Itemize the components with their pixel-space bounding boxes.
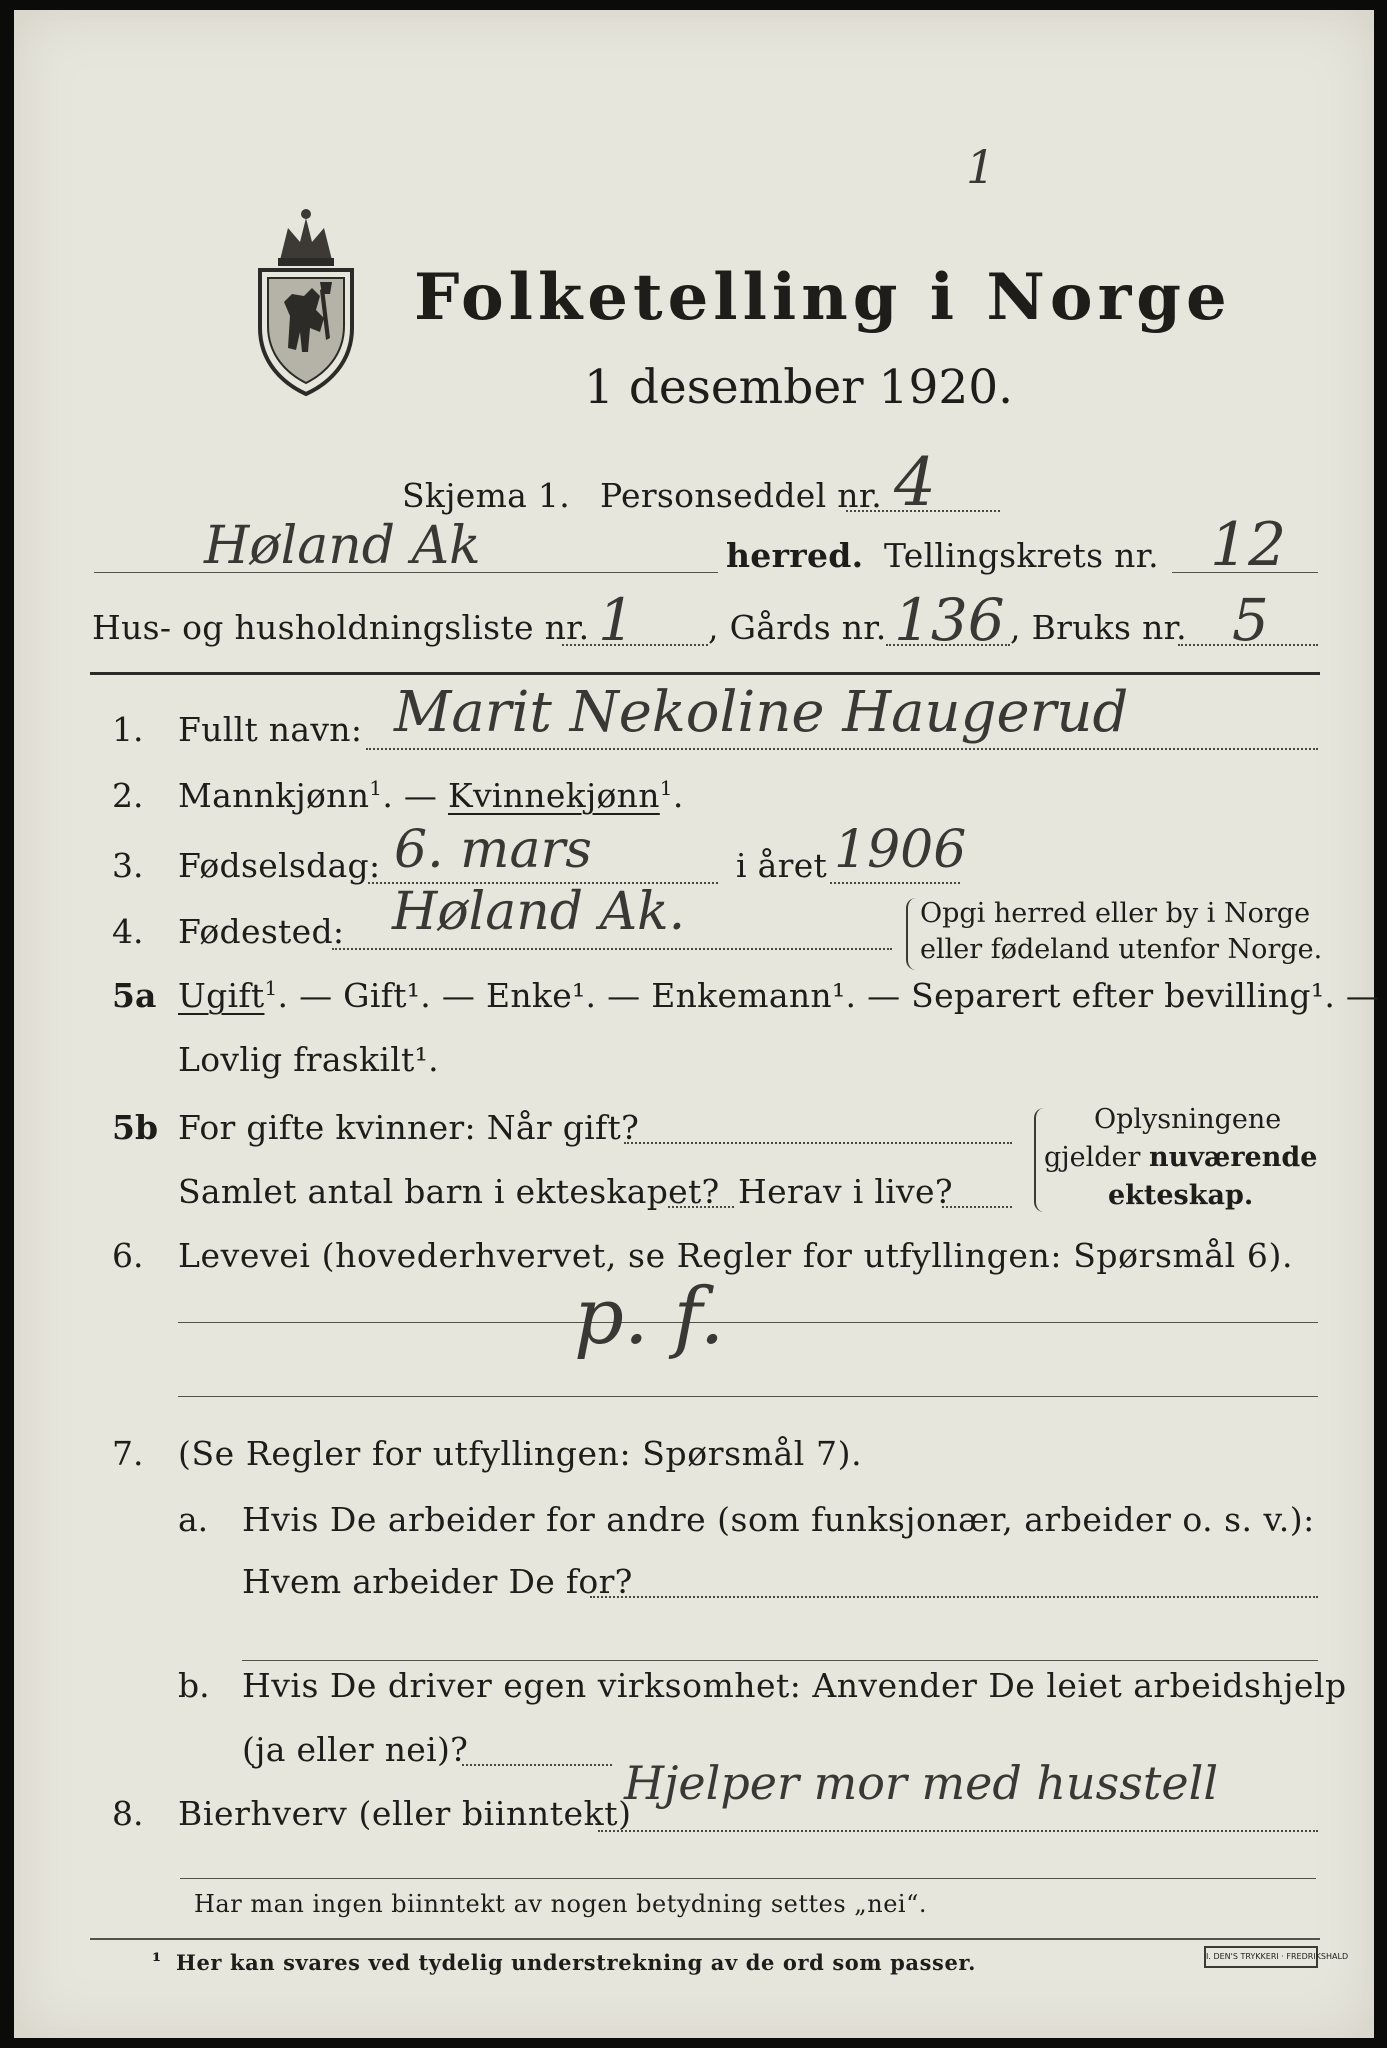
gender-options: Mannkjønn$^1$. — Kvinnekjønn$^1$.	[178, 776, 684, 815]
hus-field-line	[562, 644, 708, 646]
q5a-number: 5a	[112, 976, 157, 1015]
q2-number: 2.	[112, 776, 144, 815]
q4-note-brace	[906, 898, 918, 970]
printer-stamp: I. DEN'S TRYKKERI · FREDRIKSHALD	[1204, 1946, 1318, 1968]
q1-label: Fullt navn:	[178, 710, 363, 749]
occupation-value[interactable]: p. f.	[574, 1272, 725, 1362]
footer-divider	[180, 1878, 1316, 1879]
section-divider	[90, 672, 1320, 675]
gards-value[interactable]: 136	[894, 586, 1005, 654]
alive-field-line	[942, 1206, 1012, 1208]
q6-field-line-2	[178, 1396, 1318, 1397]
q7a-letter: a.	[178, 1500, 209, 1539]
q7b-letter: b.	[178, 1666, 210, 1705]
q3-number: 3.	[112, 846, 144, 885]
q4-note-line2: eller fødeland utenfor Norge.	[920, 934, 1323, 965]
employer-field-line-2	[242, 1660, 1318, 1661]
side-income-field-line	[598, 1830, 1318, 1832]
footnote: Her kan svares ved tydelig understrekning av de ord som passer.	[176, 1950, 977, 1975]
q5b-note-line1: Oplysningene	[1094, 1104, 1282, 1135]
q8-label: Bierhverv (eller biinntekt)	[178, 1794, 632, 1833]
q7a-question: Hvem arbeider De for?	[242, 1562, 633, 1601]
bruks-value[interactable]: 5	[1232, 586, 1269, 654]
q1-number: 1.	[112, 710, 144, 749]
marital-status-options: Ugift$^1$. — Gift¹. — Enke¹. — Enkemann¹. — Separert efter bevilling¹. —	[178, 976, 1380, 1015]
herred-label: herred.	[726, 536, 864, 575]
option-mannkjonn[interactable]: Mannkjønn	[178, 776, 370, 815]
when-married-field-line	[624, 1142, 1012, 1144]
year-value[interactable]: 1906	[834, 820, 967, 880]
corner-mark: 1	[966, 140, 996, 194]
hired-help-field-line	[462, 1764, 612, 1766]
footer-note: Har man ingen biinntekt av nogen betydning settes „nei“.	[194, 1890, 927, 1918]
full-name-value[interactable]: Marit Nekoline Haugerud	[394, 680, 1129, 745]
q5b-note-line2: gjelder nuværende	[1044, 1142, 1318, 1173]
q5b-note-line3: ekteskap.	[1108, 1180, 1254, 1211]
q6-field-line-1	[178, 1322, 1318, 1323]
option-lovlig-fraskilt[interactable]: Lovlig fraskilt¹.	[178, 1040, 439, 1079]
q6-number: 6.	[112, 1236, 144, 1275]
footnote-mark: ¹	[152, 1948, 162, 1973]
q6-label: Levevei (hovederhvervet, se Regler for utfyllingen: Spørsmål 6).	[178, 1236, 1294, 1275]
hus-label: Hus- og husholdningsliste nr.	[92, 608, 590, 647]
year-label: i året	[736, 846, 828, 885]
personseddel-value[interactable]: 4	[894, 444, 936, 521]
q5b-when-married-label: For gifte kvinner: Når gift?	[178, 1108, 640, 1147]
q4-label: Fødested:	[178, 912, 345, 951]
side-income-value[interactable]: Hjelper mor med husstell	[624, 1756, 1219, 1810]
q4-note-line1: Opgi herred eller by i Norge	[920, 898, 1311, 929]
q7a-text: Hvis De arbeider for andre (som funksjonær, arbeider o. s. v.):	[242, 1500, 1315, 1539]
gards-label: , Gårds nr.	[708, 608, 887, 647]
q5b-number: 5b	[112, 1108, 159, 1147]
q7-number: 7.	[112, 1434, 144, 1473]
birthplace-field-line	[332, 948, 892, 950]
census-date: 1 desember 1920.	[584, 360, 1014, 415]
q7-label: (Se Regler for utfyllingen: Spørsmål 7).	[178, 1434, 863, 1473]
q7b-question: (ja eller nei)?	[242, 1730, 469, 1769]
birthplace-value[interactable]: Høland Ak.	[392, 882, 686, 942]
q7b-text: Hvis De driver egen virksomhet: Anvender De leiet arbeidshjelp	[242, 1666, 1347, 1705]
q4-number: 4.	[112, 912, 144, 951]
q1-field-line	[366, 748, 1318, 750]
employer-field-line	[590, 1596, 1318, 1598]
norwegian-coat-of-arms-icon	[250, 198, 362, 398]
schema-label: Skjema 1.	[402, 476, 571, 515]
form-title: Folketelling i Norge	[414, 260, 1232, 335]
q5b-alive-label: Herav i live?	[738, 1172, 953, 1211]
tellingskrets-value[interactable]: 12	[1210, 510, 1287, 580]
bruks-label: , Bruks nr.	[1010, 608, 1187, 647]
option-kvinnekjonn[interactable]: Kvinnekjønn	[447, 776, 660, 815]
year-field-line	[830, 882, 960, 884]
q5b-children-label: Samlet antal barn i ekteskapet?	[178, 1172, 720, 1211]
children-field-line	[668, 1206, 734, 1208]
census-form	[14, 10, 1380, 2038]
hus-value[interactable]: 1	[598, 586, 635, 654]
birthday-value[interactable]: 6. mars	[394, 820, 592, 880]
herred-value[interactable]: Høland Ak	[204, 516, 481, 576]
footnote-divider	[90, 1938, 1320, 1940]
option-ugift[interactable]: Ugift	[178, 976, 265, 1015]
q8-number: 8.	[112, 1794, 144, 1833]
q3-label: Fødselsdag:	[178, 846, 381, 885]
personseddel-label: Personseddel nr.	[600, 476, 883, 515]
tellingskrets-label: Tellingskrets nr.	[884, 536, 1159, 575]
